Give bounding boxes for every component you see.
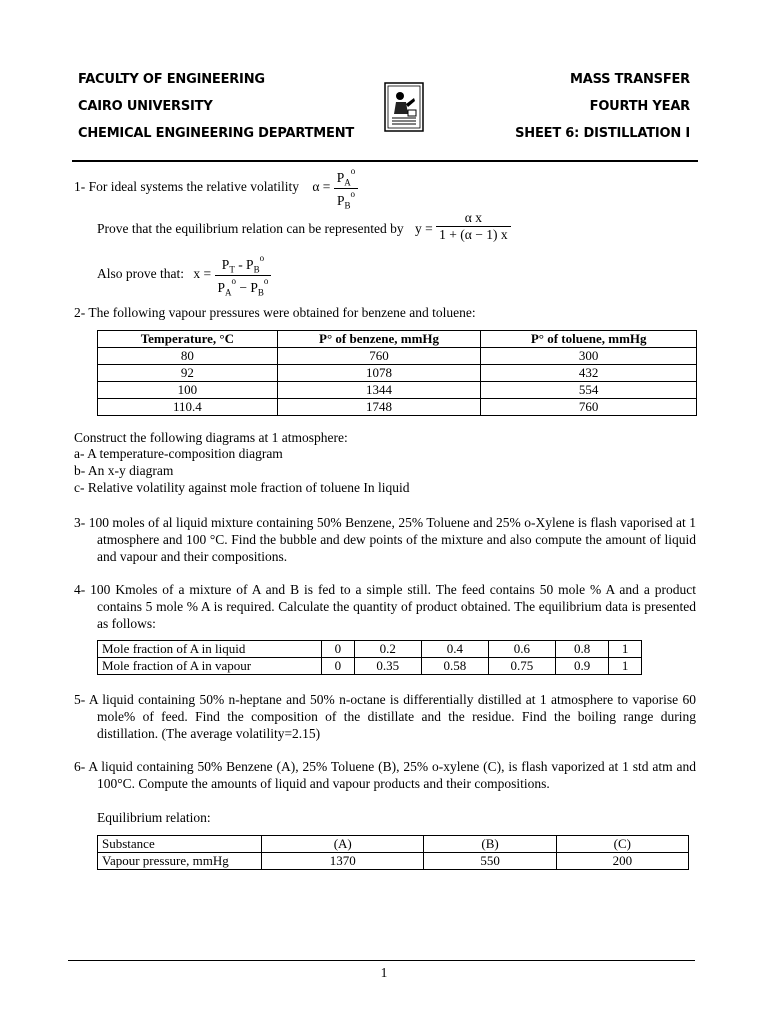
table-row-label: Mole fraction of A in vapour [98, 658, 322, 675]
table-cell: Substance [98, 836, 262, 853]
q2-part-c: c- Relative volatility against mole fraction of toluene In liquid [74, 480, 410, 495]
question-6: 6- A liquid containing 50% Benzene (A), 25% Toluene (B), 25% o-xylene (C), is flash vaporized at 1 std atm and 100°C. Compute the amounts of liquid and vapour products and their compositions. [74, 759, 696, 791]
q1-y-eq: y = [415, 221, 433, 236]
question-2: 2- The following vapour pressures were obtained for benzene and toluene: [74, 305, 476, 320]
question-3: 3- 100 moles of al liquid mixture containing 50% Benzene, 25% Toluene and 25% o-Xylene is flash vaporised at 1 atmosphere and 100 °C. Find the bubble and dew points of the mixture and also compute the amount of liquid and vapour and their compositions. [74, 515, 696, 564]
table-cell: 110.4 [98, 399, 278, 416]
vapour-pressure-table [97, 330, 697, 416]
table-cell: 300 [481, 348, 697, 365]
header-sheet-title: SHEET 6: DISTILLATION I [515, 126, 690, 141]
table-cell: 760 [481, 399, 697, 416]
table-cell: 200 [556, 853, 688, 870]
table-cell: 0.75 [488, 658, 555, 675]
table-cell: 1 [609, 658, 642, 675]
table-cell: 1370 [262, 853, 424, 870]
equilibrium-table [97, 640, 642, 675]
table-cell: 0.9 [555, 658, 608, 675]
table-row [98, 382, 697, 399]
table-row [98, 365, 697, 382]
q2-part-b: b- An x-y diagram [74, 463, 174, 478]
q6-equilibrium-label: Equilibrium relation: [97, 810, 211, 825]
table-row [98, 658, 642, 675]
table-cell: 550 [424, 853, 556, 870]
table-cell: 1748 [277, 399, 481, 416]
q2-construct: Construct the following diagrams at 1 atmosphere: [74, 430, 348, 445]
q1-prove-text: Prove that the equilibrium relation can be represented by [97, 221, 404, 236]
q1-x-fraction: $\frac{P_T - P_B^o}{P_A^o - P_B^o}$ [215, 253, 272, 297]
table-cell: 92 [98, 365, 278, 382]
header-university: CAIRO UNIVERSITY [78, 99, 213, 114]
table-cell: 1344 [277, 382, 481, 399]
table-cell: 760 [277, 348, 481, 365]
table-cell: 432 [481, 365, 697, 382]
question-1 [74, 166, 358, 210]
q1-prove-line [97, 210, 511, 243]
q1-alpha-fraction: $\frac{P_A^o}{P_B^o}$ [334, 166, 359, 210]
table-cell: 80 [98, 348, 278, 365]
table-row [98, 853, 689, 870]
header-rule [72, 160, 698, 162]
table-cell: 0.4 [421, 641, 488, 658]
q1-x-eq: x = [193, 266, 212, 281]
header-department: CHEMICAL ENGINEERING DEPARTMENT [78, 126, 355, 141]
table-cell: (A) [262, 836, 424, 853]
table-cell: Vapour pressure, mmHg [98, 853, 262, 870]
table-header-row [98, 836, 689, 853]
table-header: Temperature, °C [98, 331, 278, 348]
table-cell: 0.35 [354, 658, 421, 675]
table-cell: 0 [322, 641, 355, 658]
table-header: P° of benzene, mmHg [277, 331, 481, 348]
question-4: 4- 100 Kmoles of a mixture of A and B is fed to a simple still. The feed contains 50 mole % A and a product contains 5 mole % A is required. Calculate the quantity of product obtained. The equilibrium data is presented as follows: [74, 582, 696, 631]
header-course: MASS TRANSFER [569, 72, 690, 87]
q1-text: 1- For ideal systems the relative volatility [74, 179, 299, 194]
footer-rule [68, 960, 695, 961]
table-cell: 0 [322, 658, 355, 675]
q1-y-fraction: $\frac{\text{α x}}{1 + (\alpha - 1) x}$ [436, 210, 510, 243]
table-row [98, 399, 697, 416]
page-number: 1 [380, 965, 388, 980]
q2-part-a: a- A temperature-composition diagram [74, 446, 283, 461]
table-row-label: Mole fraction of A in liquid [98, 641, 322, 658]
table-cell: 1 [609, 641, 642, 658]
table-header-row [98, 331, 697, 348]
cairo-university-seal-icon [384, 82, 424, 136]
table-cell: 554 [481, 382, 697, 399]
table-cell: 1078 [277, 365, 481, 382]
table-row [98, 348, 697, 365]
q1-also-line [97, 253, 271, 297]
table-cell: 0.58 [421, 658, 488, 675]
vapour-pressure-substance-table [97, 835, 689, 870]
table-cell: 0.6 [488, 641, 555, 658]
table-cell: (C) [556, 836, 688, 853]
table-cell: (B) [424, 836, 556, 853]
q1-also-text: Also prove that: [97, 266, 184, 281]
header-faculty: FACULTY OF ENGINEERING [78, 72, 265, 87]
header-year: FOURTH YEAR [589, 99, 690, 114]
table-cell: 100 [98, 382, 278, 399]
question-5: 5- A liquid containing 50% n-heptane and 50% n-octane is differentially distilled at 1 atmosphere to vaporise 60 mole% of feed. Find the composition of the distillate and the residue. Find the boiling range during distillation. (The average volatility=2.15) [74, 692, 696, 741]
table-row [98, 641, 642, 658]
table-cell: 0.8 [555, 641, 608, 658]
q1-alpha-eq: α = [312, 179, 331, 194]
table-header: P° of toluene, mmHg [481, 331, 697, 348]
table-cell: 0.2 [354, 641, 421, 658]
